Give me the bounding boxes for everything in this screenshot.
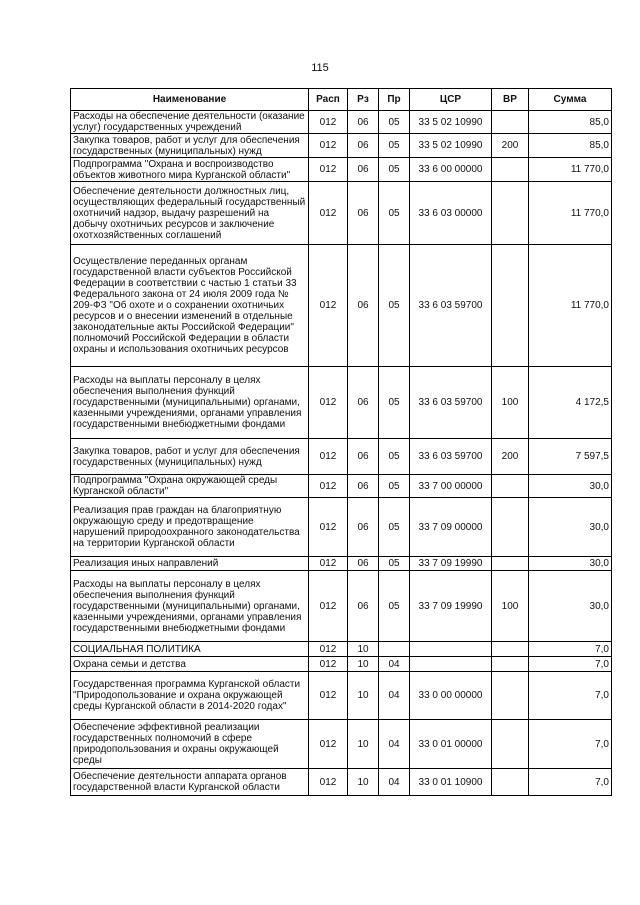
table-row [71,134,612,158]
table-row [71,672,612,720]
cell-rz: 06 [348,158,379,182]
cell-rz: 10 [348,720,379,769]
cell-csr: 33 7 09 19990 [410,557,492,571]
cell-rasp: 012 [309,769,348,796]
cell-rz: 10 [348,657,379,672]
cell-sum: 30,0 [529,475,612,498]
table-row [71,439,612,475]
cell-rasp: 012 [309,557,348,571]
cell-rasp: 012 [309,475,348,498]
cell-rz: 06 [348,475,379,498]
cell-sum: 7,0 [529,672,612,720]
table-row [71,245,612,367]
cell-name: Расходы на выплаты персоналу в целях обеспечения выполнения функций государственными (муниципальными) органами, казенными учреждениями, органами управления государственными внебюджетными фондами [71,367,309,439]
cell-rz: 06 [348,111,379,134]
cell-pr: 04 [379,720,410,769]
cell-sum: 7,0 [529,642,612,657]
cell-rasp: 012 [309,134,348,158]
cell-name: Подпрограмма "Охрана окружающей среды Курганской области" [71,475,309,498]
cell-vr [492,672,529,720]
cell-pr: 05 [379,557,410,571]
cell-vr [492,475,529,498]
cell-pr: 04 [379,672,410,720]
cell-name: Обеспечение эффективной реализации государственных полномочий в сфере природопользования и охраны окружающей среды [71,720,309,769]
column-header-rz: Рз [348,89,379,111]
cell-csr: 33 7 09 19990 [410,571,492,642]
table-row [71,475,612,498]
cell-pr: 05 [379,439,410,475]
cell-csr: 33 5 02 10990 [410,111,492,134]
cell-sum: 30,0 [529,557,612,571]
cell-vr [492,769,529,796]
table-row [71,367,612,439]
cell-name: Обеспечение деятельности аппарата органов государственной власти Курганской области [71,769,309,796]
cell-sum: 11 770,0 [529,158,612,182]
cell-vr [492,657,529,672]
cell-name: Закупка товаров, работ и услуг для обеспечения государственных (муниципальных) нужд [71,439,309,475]
cell-sum: 7 597,5 [529,439,612,475]
cell-name: Расходы на обеспечение деятельности (оказание услуг) государственных учреждений [71,111,309,134]
cell-rasp: 012 [309,720,348,769]
cell-name: Закупка товаров, работ и услуг для обеспечения государственных (муниципальных) нужд [71,134,309,158]
cell-csr: 33 0 01 00000 [410,720,492,769]
cell-rasp: 012 [309,158,348,182]
cell-sum: 7,0 [529,720,612,769]
cell-name: Охрана семьи и детства [71,657,309,672]
cell-vr [492,111,529,134]
cell-pr [379,642,410,657]
cell-name: Государственная программа Курганской области "Природопользование и охрана окружающей среды Курганской области в 2014-2020 годах" [71,672,309,720]
cell-vr [492,720,529,769]
cell-name: Расходы на выплаты персоналу в целях обеспечения выполнения функций государственными (муниципальными) органами, казенными учреждениями, органами управления государственными внебюджетными фондами [71,571,309,642]
cell-csr: 33 6 03 59700 [410,367,492,439]
cell-rz: 10 [348,672,379,720]
table-row [71,657,612,672]
table-row [71,642,612,657]
cell-sum: 30,0 [529,498,612,557]
cell-pr: 05 [379,158,410,182]
cell-rz: 06 [348,439,379,475]
cell-pr: 05 [379,475,410,498]
cell-name: Обеспечение деятельности должностных лиц, осуществляющих федеральный государственный охотничий надзор, выдачу разрешений на добычу охотничьих ресурсов и заключение охотхозяйственных соглашений [71,182,309,245]
cell-csr [410,642,492,657]
page-number: 115 [311,62,329,74]
cell-vr: 200 [492,439,529,475]
cell-rasp: 012 [309,657,348,672]
cell-pr: 04 [379,769,410,796]
table-row [71,769,612,796]
cell-csr: 33 6 03 59700 [410,439,492,475]
column-header-pr: Пр [379,89,410,111]
cell-sum: 85,0 [529,111,612,134]
table-row [71,571,612,642]
cell-sum: 7,0 [529,657,612,672]
cell-rasp: 012 [309,367,348,439]
column-header-sum: Сумма [529,89,612,111]
cell-sum: 85,0 [529,134,612,158]
cell-rasp: 012 [309,672,348,720]
table-row [71,720,612,769]
cell-rasp: 012 [309,642,348,657]
cell-csr: 33 6 03 00000 [410,182,492,245]
cell-rasp: 012 [309,439,348,475]
cell-name: Подпрограмма "Охрана и воспроизводство объектов животного мира Курганской области" [71,158,309,182]
cell-rasp: 012 [309,182,348,245]
cell-vr: 200 [492,134,529,158]
cell-vr [492,557,529,571]
column-header-vr: ВР [492,89,529,111]
cell-rz: 06 [348,245,379,367]
cell-sum: 11 770,0 [529,182,612,245]
cell-sum: 11 770,0 [529,245,612,367]
cell-pr: 05 [379,498,410,557]
table-row [71,557,612,571]
cell-pr: 05 [379,111,410,134]
table-row [71,182,612,245]
cell-rz: 10 [348,642,379,657]
column-header-name: Наименование [71,89,309,111]
cell-csr: 33 0 00 00000 [410,672,492,720]
cell-sum: 7,0 [529,769,612,796]
cell-name: Реализация иных направлений [71,557,309,571]
column-header-csr: ЦСР [410,89,492,111]
cell-rasp: 012 [309,111,348,134]
cell-rz: 06 [348,571,379,642]
cell-rz: 06 [348,498,379,557]
table-header-row [71,89,612,111]
table-row [71,111,612,134]
cell-vr [492,158,529,182]
cell-csr: 33 7 00 00000 [410,475,492,498]
cell-vr [492,498,529,557]
cell-csr: 33 6 00 00000 [410,158,492,182]
cell-rz: 06 [348,182,379,245]
cell-pr: 05 [379,182,410,245]
cell-name: Осуществление переданных органам государственной власти субъектов Российской Федерации в соответствии с частью 1 статьи 33 Федерального закона от 24 июля 2009 года № 209-ФЗ "Об охоте и о сохранении охотничьих ресурсов и о внесении изменений в отдельные законодательные акты Российской Федерации" полномочий Российской Федерации в области охраны и использования охотничьих ресурсов [71,245,309,367]
cell-rasp: 012 [309,498,348,557]
table-row [71,158,612,182]
table-row [71,498,612,557]
cell-rz: 06 [348,367,379,439]
cell-rz: 10 [348,769,379,796]
cell-vr [492,245,529,367]
cell-pr: 04 [379,657,410,672]
cell-rasp: 012 [309,245,348,367]
cell-name: Реализация прав граждан на благоприятную окружающую среду и предотвращение нарушений природоохранного законодательства на территории Курганской области [71,498,309,557]
cell-csr: 33 0 01 10900 [410,769,492,796]
cell-vr [492,182,529,245]
cell-vr [492,642,529,657]
cell-csr: 33 7 09 00000 [410,498,492,557]
column-header-rasp: Расп [309,89,348,111]
cell-csr [410,657,492,672]
budget-table [70,88,612,796]
cell-rasp: 012 [309,571,348,642]
cell-pr: 05 [379,134,410,158]
cell-sum: 30,0 [529,571,612,642]
cell-vr: 100 [492,571,529,642]
cell-rz: 06 [348,557,379,571]
cell-pr: 05 [379,571,410,642]
cell-csr: 33 6 03 59700 [410,245,492,367]
cell-vr: 100 [492,367,529,439]
cell-pr: 05 [379,367,410,439]
cell-pr: 05 [379,245,410,367]
cell-csr: 33 5 02 10990 [410,134,492,158]
cell-sum: 4 172,5 [529,367,612,439]
cell-rz: 06 [348,134,379,158]
cell-name: СОЦИАЛЬНАЯ ПОЛИТИКА [71,642,309,657]
